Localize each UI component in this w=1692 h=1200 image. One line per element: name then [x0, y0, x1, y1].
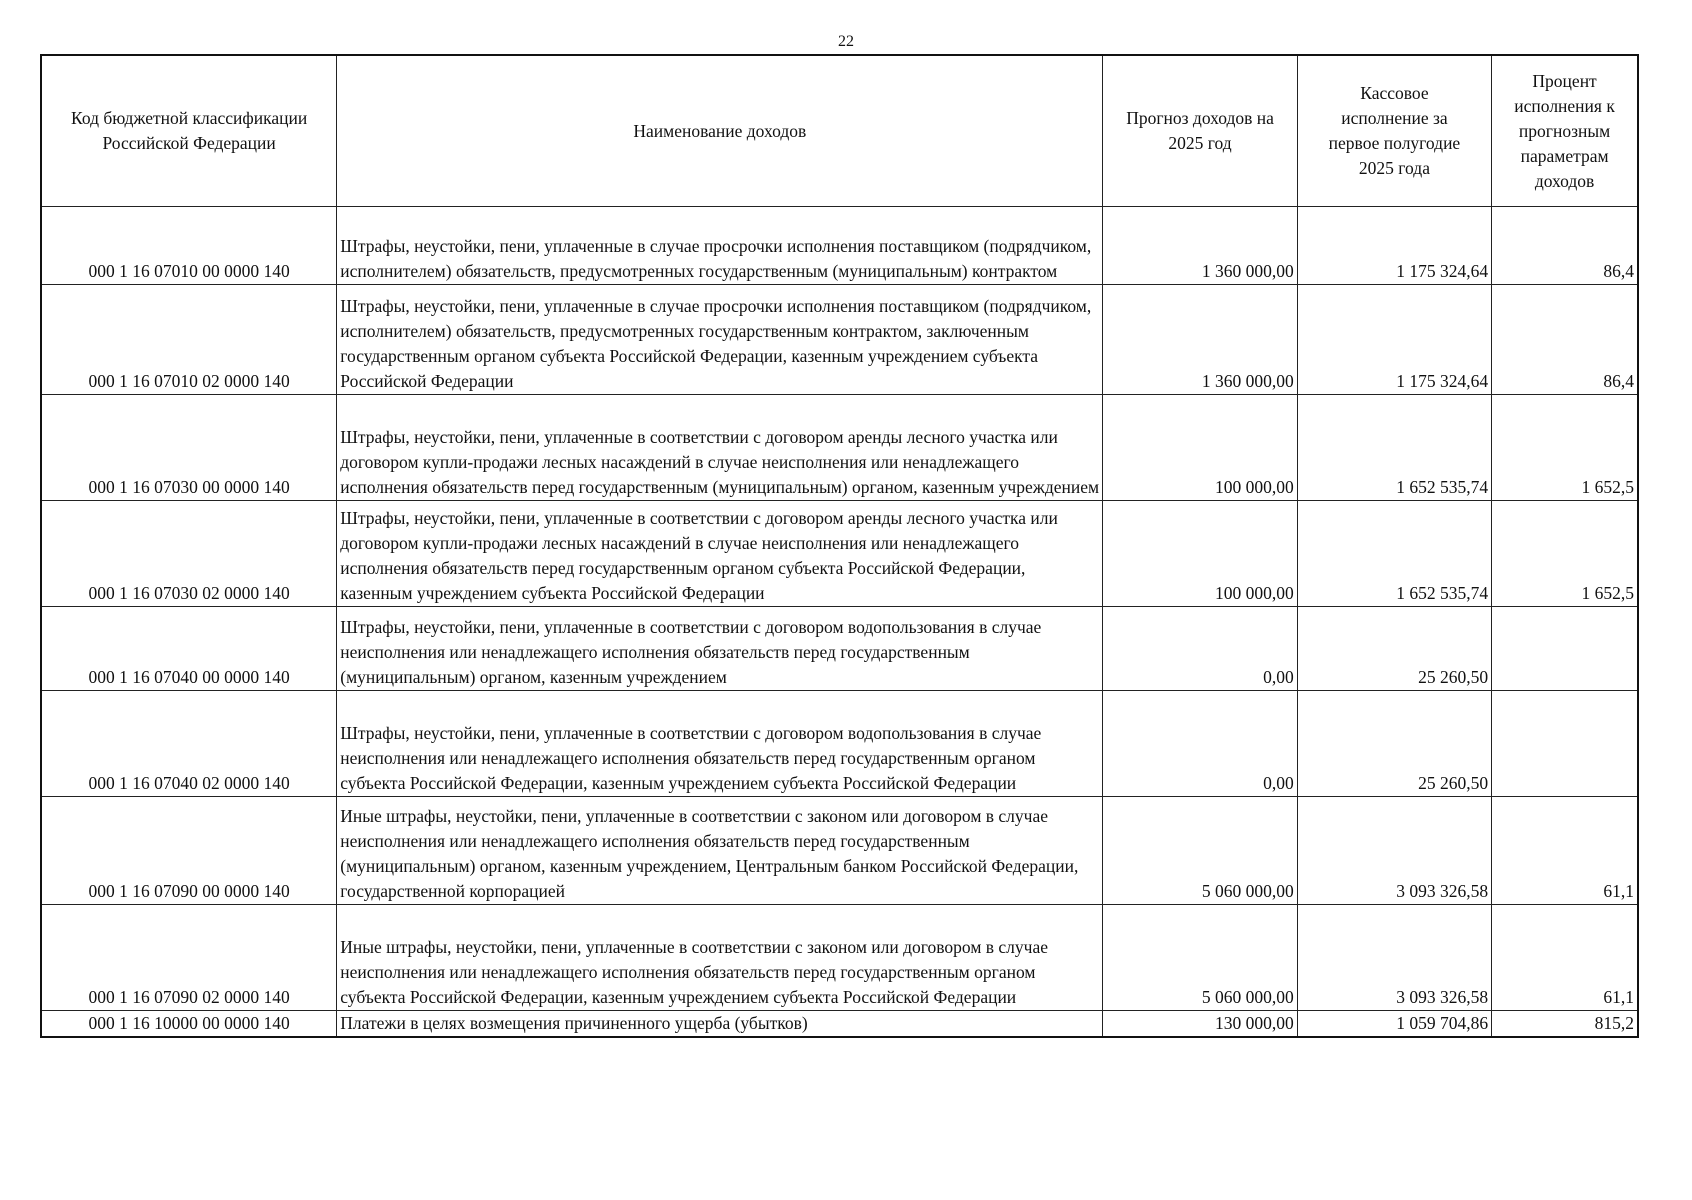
- row-cash: 3 093 326,58: [1297, 905, 1491, 1011]
- revenue-table: [40, 54, 1639, 1038]
- row-percent: 815,2: [1492, 1011, 1638, 1038]
- row-forecast: 1 360 000,00: [1103, 285, 1297, 395]
- row-percent: 1 652,5: [1492, 501, 1638, 607]
- row-percent: 86,4: [1492, 207, 1638, 285]
- row-forecast: 1 360 000,00: [1103, 207, 1297, 285]
- row-name: Штрафы, неустойки, пени, уплаченные в соответствии с договором аренды лесного участка или договором купли-продажи лесных насаждений в случае неисполнения или ненадлежащего исполнения обязательств перед государственным (муниципальным) органом, казенным учреждением: [337, 395, 1103, 501]
- row-forecast: 5 060 000,00: [1103, 905, 1297, 1011]
- row-name: Штрафы, неустойки, пени, уплаченные в соответствии с договором водопользования в случае неисполнения или ненадлежащего исполнения обязательств перед государственным органом субъекта Российской Федерации, казенным учреждением субъекта Российской Федерации: [337, 691, 1103, 797]
- row-name: Штрафы, неустойки, пени, уплаченные в случае просрочки исполнения поставщиком (подрядчиком, исполнителем) обязательств, предусмотренных государственным (муниципальным) контрактом: [337, 207, 1103, 285]
- row-code: 000 1 16 07040 02 0000 140: [41, 691, 337, 797]
- row-code: 000 1 16 07010 02 0000 140: [41, 285, 337, 395]
- table-row: [41, 691, 1638, 797]
- table-row: [41, 207, 1638, 285]
- row-code: 000 1 16 07030 02 0000 140: [41, 501, 337, 607]
- table-row: [41, 797, 1638, 905]
- row-code: 000 1 16 07090 00 0000 140: [41, 797, 337, 905]
- row-percent: 86,4: [1492, 285, 1638, 395]
- header-code: Код бюджетной классификации Российской Федерации: [41, 55, 337, 207]
- row-forecast: 100 000,00: [1103, 501, 1297, 607]
- row-cash: 25 260,50: [1297, 691, 1491, 797]
- row-name: Штрафы, неустойки, пени, уплаченные в соответствии с договором аренды лесного участка или договором купли-продажи лесных насаждений в случае неисполнения или ненадлежащего исполнения обязательств перед государственным органом субъекта Российской Федерации, казенным учреждением субъекта Российской Федерации: [337, 501, 1103, 607]
- row-percent: [1492, 691, 1638, 797]
- row-forecast: 5 060 000,00: [1103, 797, 1297, 905]
- row-name: Иные штрафы, неустойки, пени, уплаченные в соответствии с законом или договором в случае неисполнения или ненадлежащего исполнения обязательств перед государственным органом субъекта Российской Федерации, казенным учреждением субъекта Российской Федерации: [337, 905, 1103, 1011]
- row-cash: 1 059 704,86: [1297, 1011, 1491, 1038]
- row-percent: 61,1: [1492, 905, 1638, 1011]
- page-number: 22: [838, 33, 854, 50]
- table-row: [41, 395, 1638, 501]
- row-percent: [1492, 607, 1638, 691]
- row-name: Штрафы, неустойки, пени, уплаченные в соответствии с договором водопользования в случае неисполнения или ненадлежащего исполнения обязательств перед государственным (муниципальным) органом, казенным учреждением: [337, 607, 1103, 691]
- row-code: 000 1 16 07090 02 0000 140: [41, 905, 337, 1011]
- row-cash: 25 260,50: [1297, 607, 1491, 691]
- header-forecast: Прогноз доходов на 2025 год: [1103, 55, 1297, 207]
- row-code: 000 1 16 07040 00 0000 140: [41, 607, 337, 691]
- row-forecast: 0,00: [1103, 691, 1297, 797]
- row-percent: 61,1: [1492, 797, 1638, 905]
- row-code: 000 1 16 10000 00 0000 140: [41, 1011, 337, 1038]
- table-row: [41, 905, 1638, 1011]
- row-code: 000 1 16 07010 00 0000 140: [41, 207, 337, 285]
- row-cash: 3 093 326,58: [1297, 797, 1491, 905]
- header-percent: Процент исполнения к прогнозным параметрам доходов: [1492, 55, 1638, 207]
- row-forecast: 130 000,00: [1103, 1011, 1297, 1038]
- row-cash: 1 652 535,74: [1297, 501, 1491, 607]
- row-forecast: 100 000,00: [1103, 395, 1297, 501]
- table-row: [41, 285, 1638, 395]
- row-name: Штрафы, неустойки, пени, уплаченные в случае просрочки исполнения поставщиком (подрядчиком, исполнителем) обязательств, предусмотренных государственным контрактом, заключенным государственным органом субъекта Российской Федерации, казенным учреждением субъекта Российской Федерации: [337, 285, 1103, 395]
- table-row: [41, 607, 1638, 691]
- row-forecast: 0,00: [1103, 607, 1297, 691]
- row-name: Платежи в целях возмещения причиненного ущерба (убытков): [337, 1011, 1103, 1038]
- table-row: [41, 1011, 1638, 1038]
- row-name: Иные штрафы, неустойки, пени, уплаченные в соответствии с законом или договором в случае неисполнения или ненадлежащего исполнения обязательств перед государственным (муниципальным) органом, казенным учреждением, Центральным банком Российской Федерации, государственной корпорацией: [337, 797, 1103, 905]
- table-header-row: [41, 55, 1638, 207]
- header-name: Наименование доходов: [337, 55, 1103, 207]
- row-cash: 1 175 324,64: [1297, 207, 1491, 285]
- header-cash: Кассовое исполнение за первое полугодие 2025 года: [1297, 55, 1491, 207]
- row-code: 000 1 16 07030 00 0000 140: [41, 395, 337, 501]
- row-percent: 1 652,5: [1492, 395, 1638, 501]
- table-row: [41, 501, 1638, 607]
- row-cash: 1 175 324,64: [1297, 285, 1491, 395]
- row-cash: 1 652 535,74: [1297, 395, 1491, 501]
